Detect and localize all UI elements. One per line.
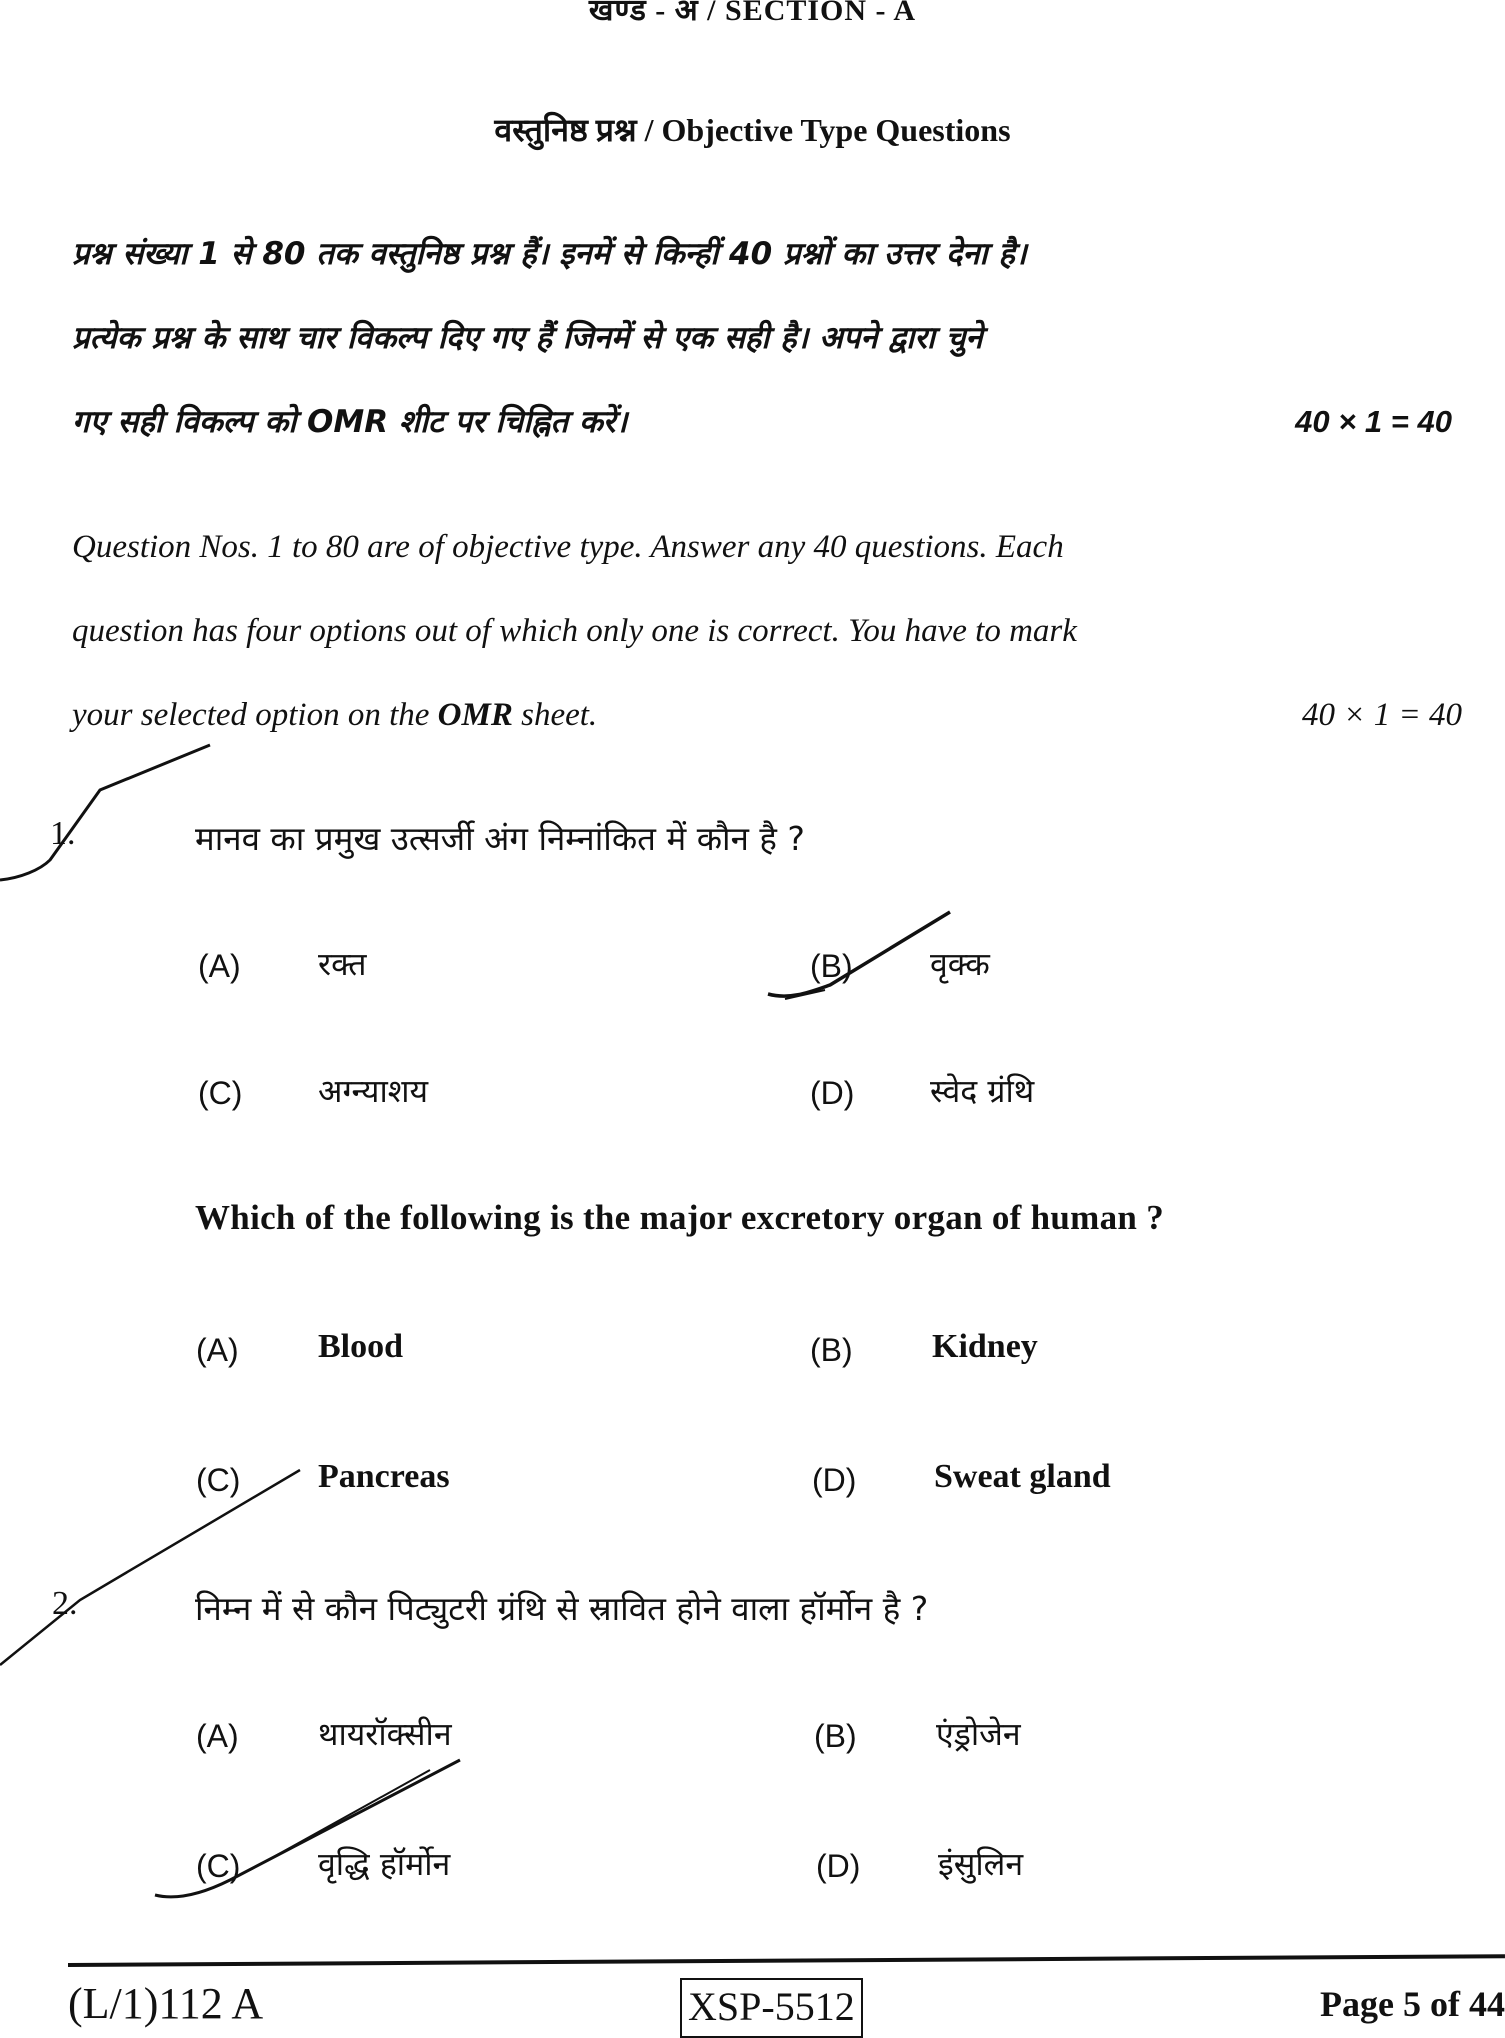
option-label-b-en[interactable]: (B): [810, 1332, 853, 1368]
option-text-a-en: Blood: [318, 1328, 404, 1365]
omr-term: OMR: [437, 697, 513, 733]
option-label-a[interactable]: (A): [198, 948, 241, 984]
option-text-c-en: Pancreas: [318, 1458, 450, 1495]
instructions-hindi: [72, 212, 1452, 464]
section-title: खण्ड - अ / SECTION - A: [588, 0, 917, 27]
question-text-hindi: निम्न में से कौन पिट्युटरी ग्रंथि से स्रावित होने वाला हॉर्मोन है ?: [195, 1589, 929, 1628]
option-text-b: वृक्क: [930, 945, 990, 983]
option-text-b: एंड्रोजेन: [936, 1715, 1021, 1753]
footer-divider: [68, 1954, 1505, 1967]
option-text-a: थायरॉक्सीन: [318, 1715, 452, 1753]
instruction-line: गए सही विकल्प को OMR शीट पर चिह्नित करें।: [72, 404, 628, 440]
option-text-c: अग्न्याशय: [318, 1072, 429, 1110]
option-label-b[interactable]: (B): [810, 948, 853, 984]
option-text-b-en: Kidney: [932, 1328, 1038, 1365]
option-text-c: वृद्धि हॉर्मोन: [318, 1845, 451, 1883]
option-text-d-en: Sweat gland: [934, 1458, 1111, 1495]
option-label-c-en[interactable]: (C): [196, 1462, 241, 1498]
option-label-a-en[interactable]: (A): [196, 1332, 239, 1368]
marks-scheme: 40 × 1 = 40: [1295, 404, 1452, 439]
marks-scheme: 40 × 1 = 40: [1301, 697, 1462, 733]
booklet-code-box: XSP-5512: [680, 1978, 863, 2038]
option-label-c[interactable]: (C): [198, 1075, 243, 1111]
option-label-a[interactable]: (A): [196, 1718, 239, 1754]
instructions-english: [72, 505, 1462, 757]
instruction-line: प्रत्येक प्रश्न के साथ चार विकल्प दिए गए हैं जिनमें से एक सही है। अपने द्वारा चुने: [72, 320, 983, 356]
instruction-line: प्रश्न संख्या 1 से 80 तक वस्तुनिष्ठ प्रश्न हैं। इनमें से किन्हीं 40 प्रश्नों का उत्तर देना है।: [72, 236, 1027, 272]
question-text-english: Which of the following is the major excretory organ of human ?: [195, 1198, 1165, 1237]
section-subtitle: वस्तुनिष्ठ प्रश्न / Objective Type Questions: [494, 112, 1011, 148]
instruction-line: Question Nos. 1 to 80 are of objective type. Answer any 40 questions. Each: [72, 529, 1064, 565]
option-text-d: इंसुलिन: [938, 1845, 1024, 1883]
paper-code: (L/1)112 A: [68, 1979, 264, 2028]
option-label-c[interactable]: (C): [196, 1848, 241, 1884]
page-number: Page 5 of 44: [1320, 1984, 1505, 2024]
instruction-line: your selected option on the OMR sheet.: [72, 697, 598, 733]
option-label-d[interactable]: (D): [816, 1848, 861, 1884]
instruction-line: question has four options out of which only one is correct. You have to mark: [72, 613, 1077, 649]
option-text-d: स्वेद ग्रंथि: [930, 1072, 1035, 1110]
option-label-d[interactable]: (D): [810, 1075, 855, 1111]
question-number: 1.: [50, 815, 76, 852]
question-number: 2.: [52, 1585, 78, 1622]
question-text-hindi: मानव का प्रमुख उत्सर्जी अंग निम्नांकित में कौन है ?: [195, 819, 805, 858]
option-label-b[interactable]: (B): [814, 1718, 857, 1754]
option-label-d-en[interactable]: (D): [812, 1462, 857, 1498]
option-text-a: रक्त: [318, 945, 367, 983]
